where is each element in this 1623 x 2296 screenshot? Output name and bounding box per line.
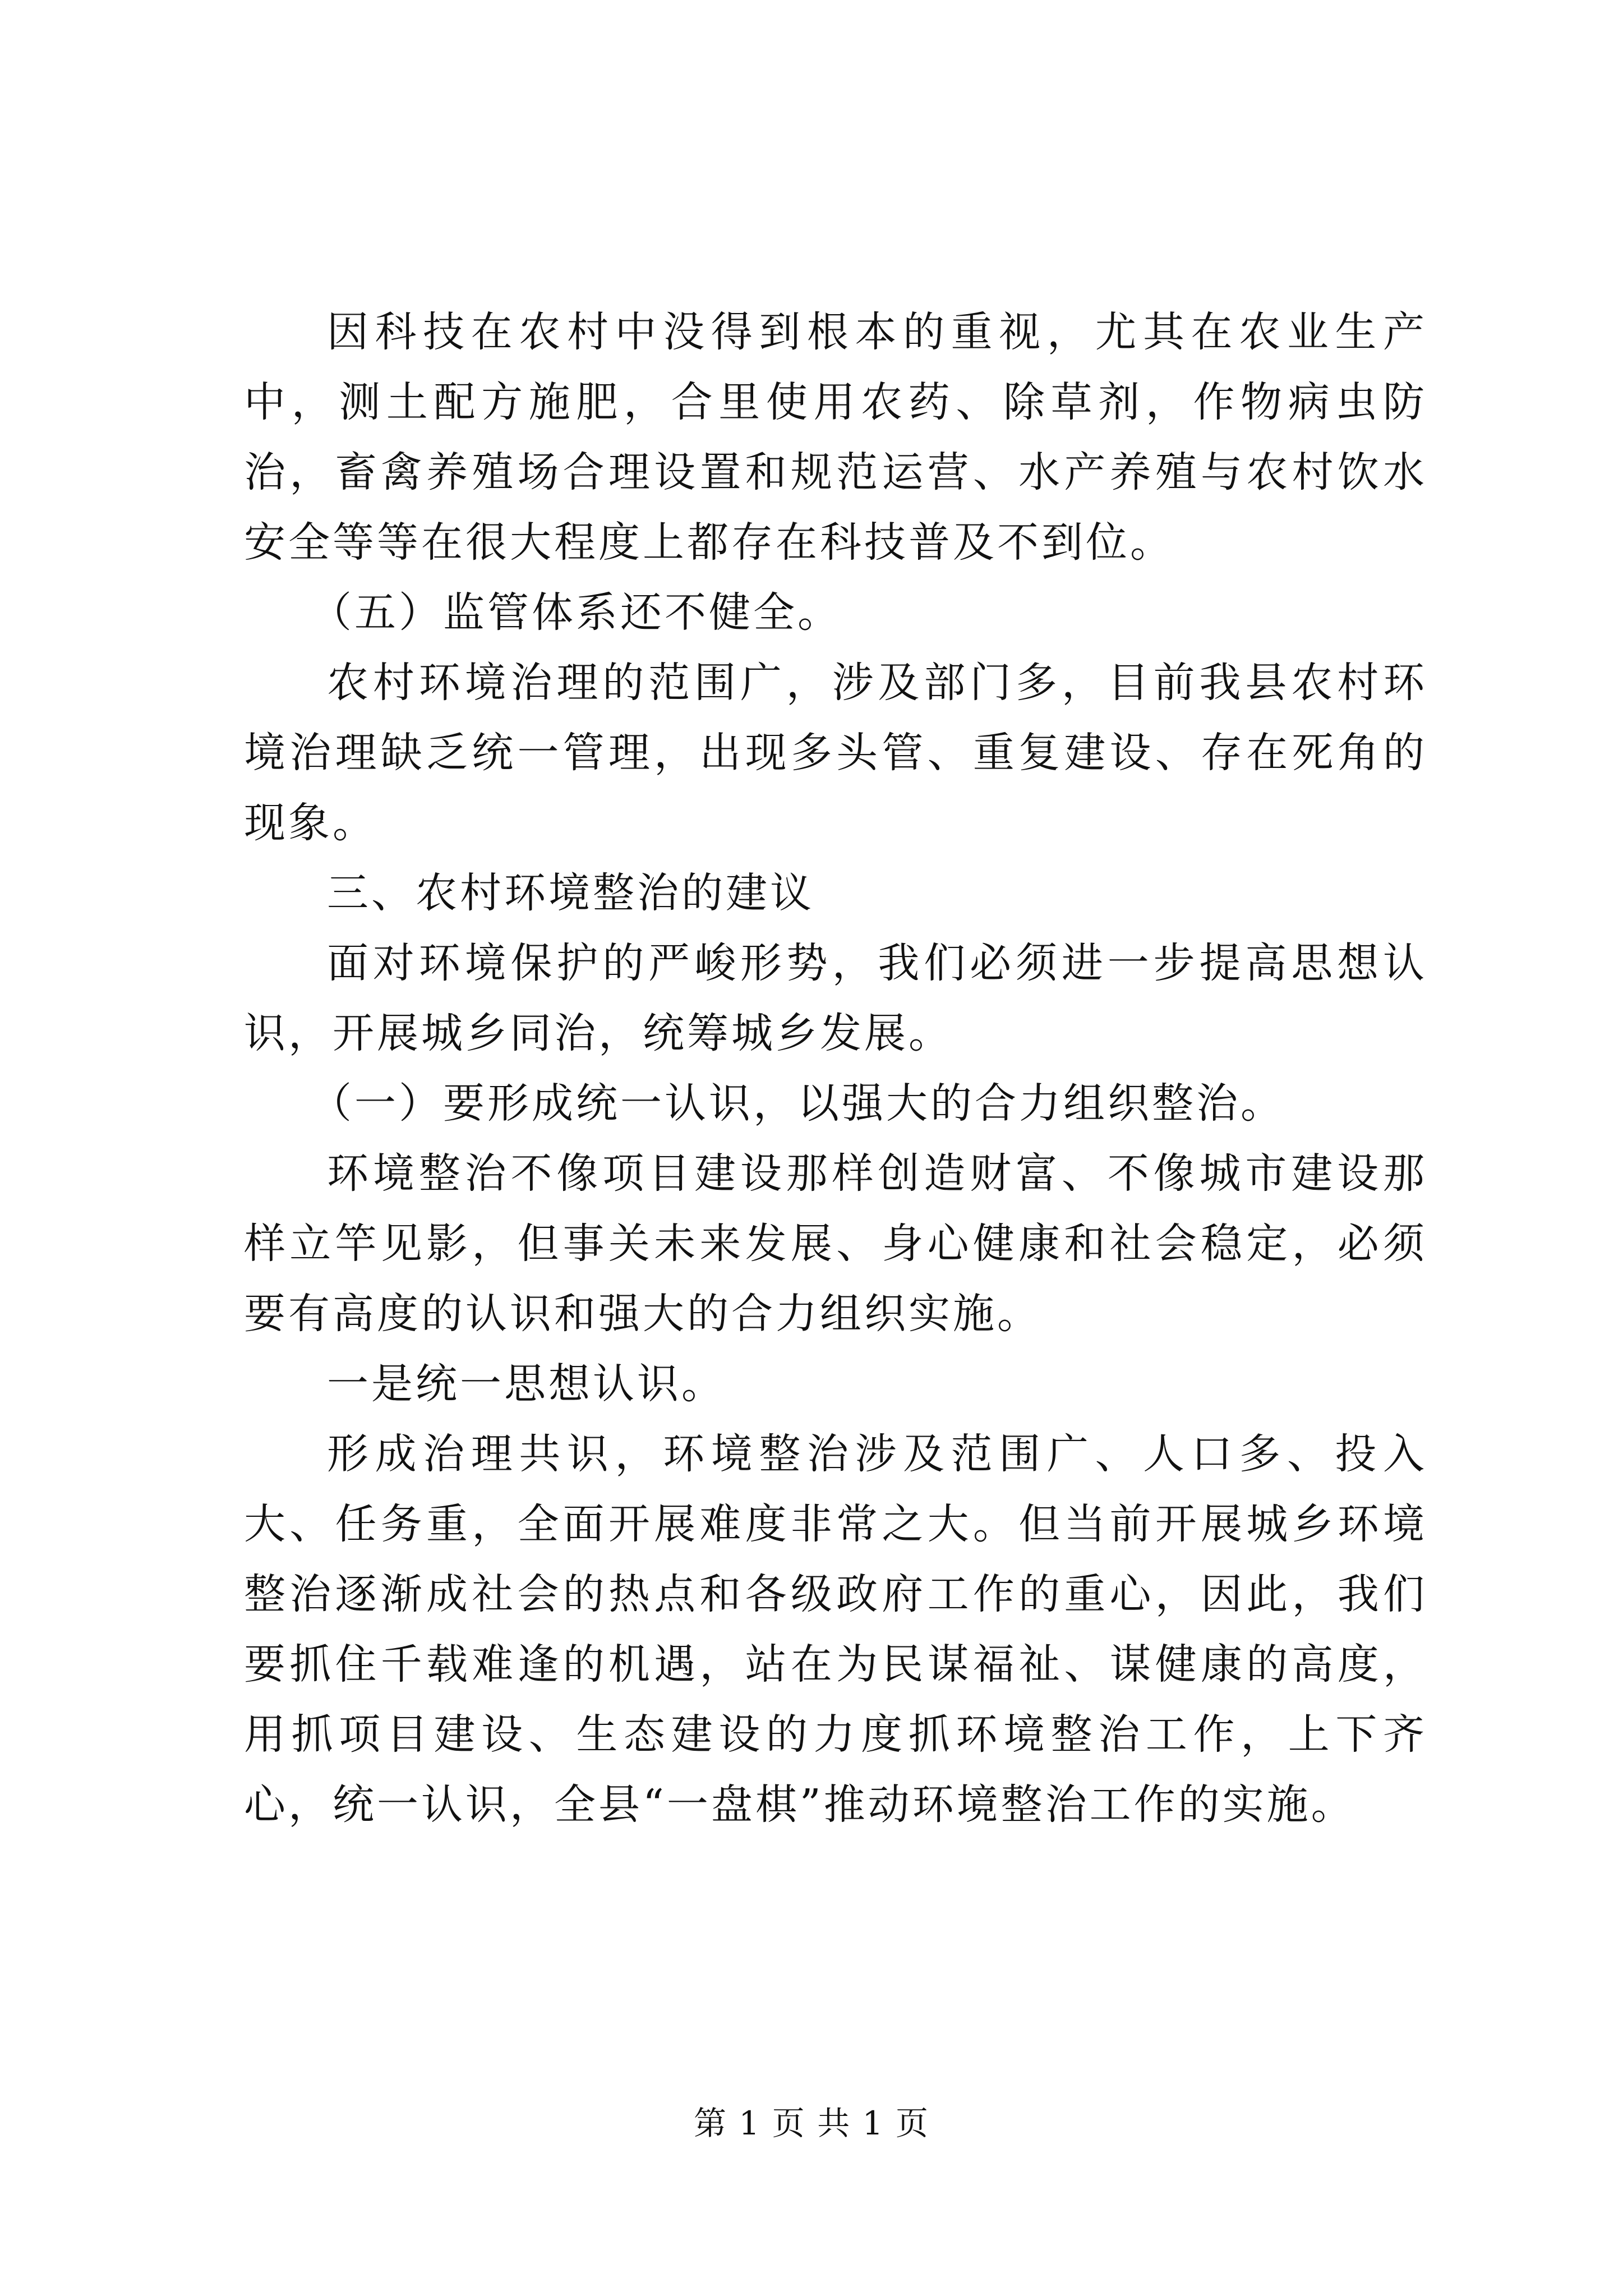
paragraph-remediation-importance: 环境整治不像项目建设那样创造财富、不像城市建设那样立竿见影，但事关未来发展、身心健康和社会稳定，必须要有高度的认识和强大的合力组织实施。 — [244, 1149, 1427, 1338]
heading-unify-thinking: 一是统一思想认识。 — [327, 1360, 726, 1408]
paragraph-tech-popularization: 因科技在农村中没得到根本的重视，尤其在农业生产中，测土配方施肥，合里使用农药、除草剂，作物病虫防治，畜禽养殖场合理设置和规范运营、水产养殖与农村饮水安全等等在很大程度上都存在科技普及不到位。 — [244, 308, 1427, 567]
heading-supervision-system: （五）监管体系还不健全。 — [310, 588, 842, 637]
paragraph-environment-situation: 面对环境保护的严峻形势，我们必须进一步提高思想认识，开展城乡同治，统筹城乡发展。 — [244, 939, 1427, 1057]
page-footer: 第 1 页 共 1 页 — [694, 2104, 929, 2142]
document-body — [244, 297, 1427, 1840]
paragraph-governance-scope: 农村环境治理的范围广，涉及部门多，目前我县农村环境治理缺乏统一管理，出现多头管、重复建设、存在死角的现象。 — [244, 659, 1427, 847]
paragraph-governance-consensus: 形成治理共识，环境整治涉及范围广、人口多、投入大、任务重，全面开展难度非常之大。但当前开展城乡环境整治逐渐成社会的热点和各级政府工作的重心，因此，我们要抓住千载难逢的机遇，站在为民谋福祉、谋健康的高度，用抓项目建设、生态建设的力度抓环境整治工作，上下齐心，统一认识，全县“一盘棋”推动环境整治工作的实施。 — [244, 1430, 1427, 1829]
heading-section-three: 三、农村环境整治的建议 — [327, 869, 814, 917]
heading-unified-understanding: （一）要形成统一认识，以强大的合力组织整治。 — [310, 1079, 1285, 1128]
